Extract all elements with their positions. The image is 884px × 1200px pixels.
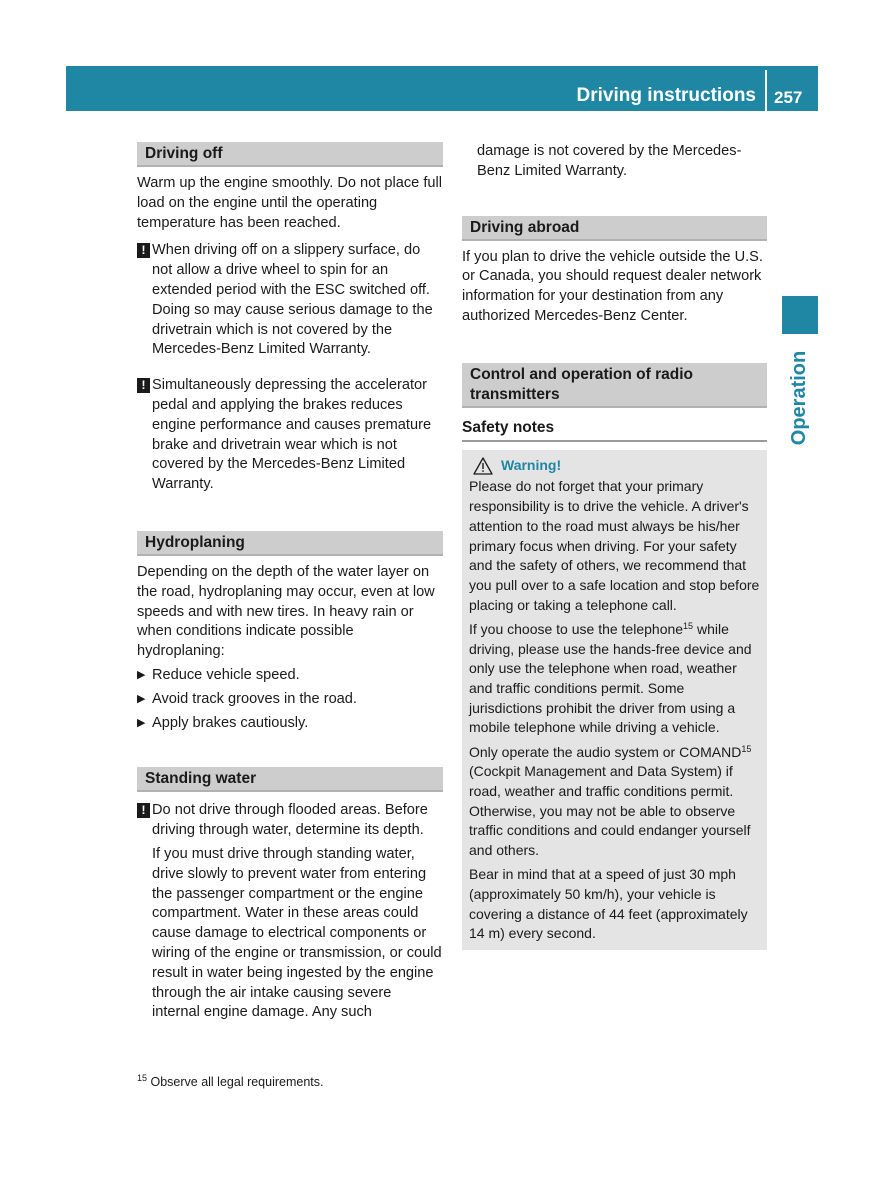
side-tab-marker [782, 296, 818, 334]
triangle-right-icon: ▶ [137, 716, 146, 729]
exclamation-icon: ! [137, 243, 150, 258]
caution-text: When driving off on a slippery surface, do not allow a drive wheel to spin for an extended period with the ESC switched off. Doing so may cause serious damage to the drivetrain which is not covered by the Mercedes-Benz Limited Warranty. [152, 242, 433, 358]
exclamation-icon: ! [137, 803, 150, 818]
action-steps [137, 666, 443, 733]
caution-note [137, 801, 443, 1023]
list-item: ▶ Apply brakes cautiously. [137, 714, 443, 734]
header-divider [765, 70, 767, 111]
caution-text: If you must drive through standing water, drive slowly to prevent water from entering the passenger compartment or the engine compartment. Water in these areas could cause damage to electrical components or wiring of the engine or transmission, or could result in water being ingested by the engine through the air intake causing severe internal engine damage. Any such [152, 845, 442, 1021]
section-heading-hydroplaning: Hydroplaning [137, 531, 443, 556]
section-heading-driving-off: Driving off [137, 142, 443, 167]
footnote-text: Observe all legal requirements. [147, 1075, 324, 1089]
page-section-title: Driving instructions [576, 85, 756, 106]
warning-label: Warning! [501, 456, 562, 473]
warning-triangle-icon [473, 457, 493, 475]
right-column [462, 142, 767, 950]
warning-text: Only operate the audio system or COMAND$^{15}$ (Cockpit Management and Data System) if road, weather and traffic conditions permit. Otherwise, you may not be able to observe traffic conditions and could endanger yourself and others. [469, 743, 752, 859]
footnote-reference: 15 [683, 620, 694, 631]
footnote-reference: 15 [741, 743, 752, 754]
side-tab [782, 348, 818, 448]
warning-text: If you choose to use the telephone$^{15}$ while driving, please use the hands-free device and only use the telephone when road, weather and traffic conditions permit. Some jurisdictions prohibit the driver from using a mobile telephone while driving a vehicle. [469, 620, 752, 736]
footnote-number: 15 [137, 1073, 148, 1083]
footnote [137, 1074, 324, 1091]
caution-note [137, 376, 443, 495]
warning-text: Bear in mind that at a speed of just 30 mph (approximately 50 km/h), your vehicle is covering a distance of 44 feet (approximately 14 m) every second. [469, 866, 748, 942]
hydroplaning-intro: Depending on the depth of the water layer on the road, hydroplaning may occur, even at low speeds and with new tires. In heavy rain or when conditions indicate possible hydroplaning: [137, 563, 435, 660]
side-tab-label: Operation [788, 350, 811, 446]
caution-note [137, 241, 443, 360]
warning-header [469, 456, 760, 476]
exclamation-icon: ! [137, 378, 150, 393]
page-number: 257 [774, 88, 803, 107]
section-heading-standing-water: Standing water [137, 767, 443, 792]
section-heading-driving-abroad: Driving abroad [462, 216, 767, 241]
warning-box [462, 450, 767, 950]
driving-abroad-text: If you plan to drive the vehicle outside the U.S. or Canada, you should request dealer network information for your destination from any authorized Mercedes-Benz Center. [462, 248, 763, 324]
triangle-right-icon: ▶ [137, 668, 146, 681]
continued-caution-text: damage is not covered by the Mercedes-Benz Limited Warranty. [477, 143, 742, 179]
list-item: ▶ Avoid track grooves in the road. [137, 690, 443, 710]
driving-off-intro: Warm up the engine smoothly. Do not place full load on the engine until the operating temperature has been reached. [137, 175, 443, 231]
left-column [137, 142, 443, 1023]
list-item: ▶ Reduce vehicle speed. [137, 666, 443, 686]
warning-text: Please do not forget that your primary responsibility is to drive the vehicle. A driver's attention to the road must always be his/her primary focus when driving. For your safety and the safety of others, we recommend that you pull over to a safe location and stop before placing or taking a telephone call. [469, 478, 760, 613]
subheading-safety-notes: Safety notes [462, 418, 767, 442]
caution-text: Do not drive through flooded areas. Before driving through water, determine its depth. [152, 802, 428, 839]
section-heading-radio-transmitters: Control and operation of radio transmitters [462, 363, 767, 408]
triangle-right-icon: ▶ [137, 692, 146, 705]
caution-text: Simultaneously depressing the accelerator pedal and applying the brakes reduces engine performance and causes premature brake and drivetrain wear which is not covered by the Mercedes-Benz Limited Warranty. [152, 377, 432, 493]
